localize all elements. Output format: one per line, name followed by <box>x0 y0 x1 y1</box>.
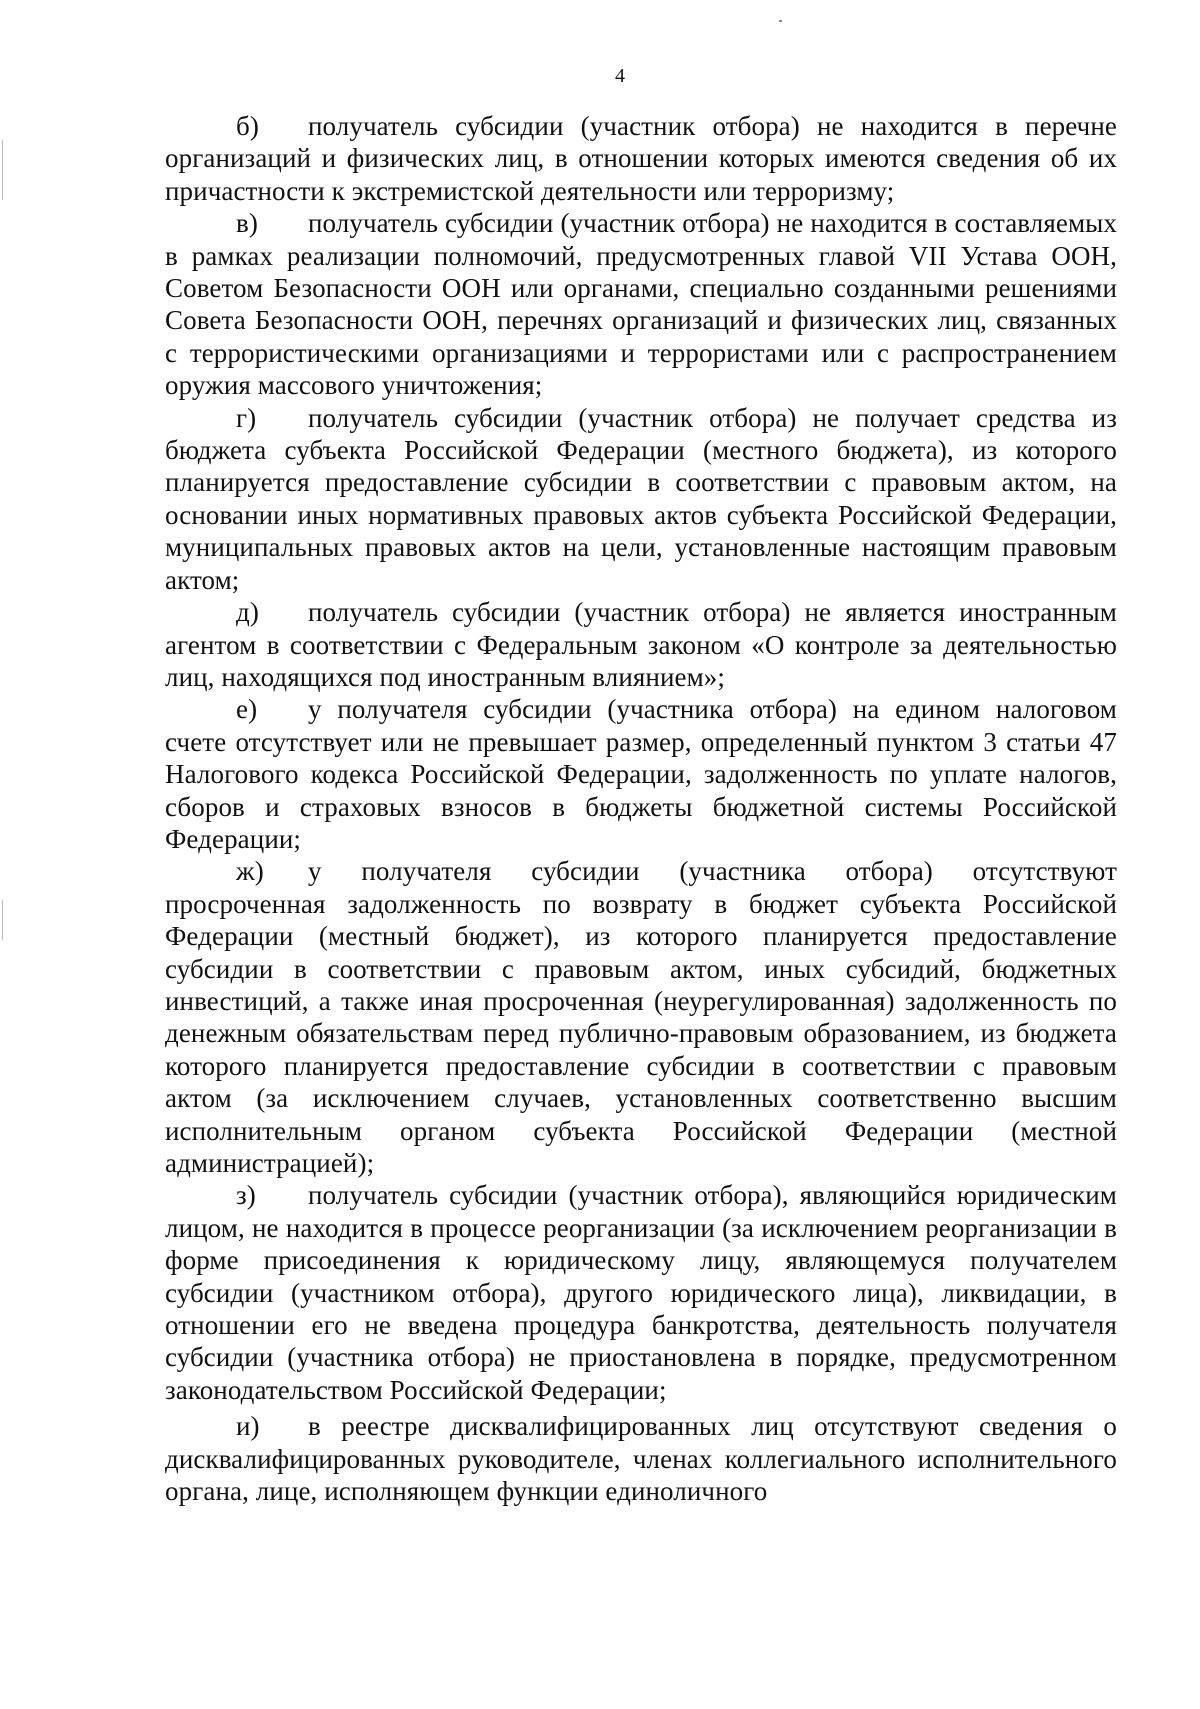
page-number: 4 <box>615 65 625 87</box>
paragraph-zh <box>165 855 1117 1179</box>
item-letter: и) <box>236 1411 260 1442</box>
item-text: у получателя субсидии (участника отбора) отсутствуют просроченная задолженность по возврату в бюджет субъекта Российской Федерации (местный бюджет), из которого планируется предоставление субсидии в соответствии с правовым актом, иных субсидий, бюджетных инвестиций, а также иная просроченная (неурегулированная) задолженность по денежным обязательствам перед публично-правовым образованием, из бюджета которого планируется предоставление субсидии в соответствии с правовым актом (за исключением случаев, установленных соответственно высшим исполнительным органом субъекта Российской Федерации (местной администрацией); <box>165 856 1117 1178</box>
item-letter: е) <box>236 694 258 725</box>
paragraph-g <box>165 402 1117 596</box>
scan-speck <box>779 20 782 22</box>
item-text: получатель субсидии (участник отбора) не получает средства из бюджета субъекта Российской Федерации (местного бюджета), из которого планируется предоставление субсидии в соответствии с правовым актом, на основании иных нормативных правовых актов субъекта Российской Федерации, муниципальных правовых актов на цели, установленные настоящим правовым актом; <box>165 402 1117 595</box>
item-text: в реестре дисквалифицированных лиц отсутствуют сведения о дисквалифицированных руководителе, членах коллегиального исполнительного органа, лице, исполняющем функции единоличного <box>165 1411 1117 1507</box>
item-letter: в) <box>236 208 258 239</box>
item-text: получатель субсидии (участник отбора) не является иностранным агентом в соответствии с Федеральным законом «О контроле за деятельностью лиц, находящихся под иностранным влиянием»; <box>165 597 1117 692</box>
item-letter: г) <box>236 402 257 433</box>
paragraph-v <box>165 207 1117 401</box>
paragraph-e <box>165 693 1117 855</box>
item-letter: з) <box>236 1180 256 1211</box>
item-letter: б) <box>236 111 259 141</box>
item-text: получатель субсидии (участник отбора), являющийся юридическим лицом, не находится в процессе реорганизации (за исключением реорганизации в форме присоединения к юридическому лицу, являющемуся получателем субсидии (участником отбора), другого юридического лица), ликвидации, в отношении его не введена процедура банкротства, деятельность получателя субсидии (участника отбора) не приостановлена в порядке, предусмотренном законодательством Российской Федерации; <box>165 1180 1117 1405</box>
item-text: у получателя субсидии (участника отбора) на едином налоговом счете отсутствует или не превышает размер, определенный пунктом 3 статьи 47 Налогового кодекса Российской Федерации, задолженность по уплате налогов, сборов и страховых взносов в бюджеты бюджетной системы Российской Федерации; <box>165 694 1117 854</box>
document-body <box>165 110 1117 1507</box>
scan-edge-mark <box>2 140 3 200</box>
paragraph-d <box>165 596 1117 693</box>
item-text: получатель субсидии (участник отбора) не находится в перечне организаций и физических лиц, в отношении которых имеются сведения об их причастности к экстремистской деятельности или терроризму; <box>165 111 1117 206</box>
paragraph-z <box>165 1179 1117 1406</box>
paragraph-i <box>165 1410 1117 1507</box>
item-letter: ж) <box>236 856 264 887</box>
scan-edge-mark <box>2 900 3 940</box>
item-text: получатель субсидии (участник отбора) не находится в составляемых в рамках реализации полномочий, предусмотренных главой VII Устава ООН, Советом Безопасности ООН или органами, специально созданными решениями Совета Безопасности ООН, перечнях организаций и физических лиц, связанных с террористическими организациями и террористами или с распространением оружия массового уничтожения; <box>165 208 1117 401</box>
item-letter: д) <box>236 597 259 628</box>
paragraph-b <box>165 110 1117 207</box>
